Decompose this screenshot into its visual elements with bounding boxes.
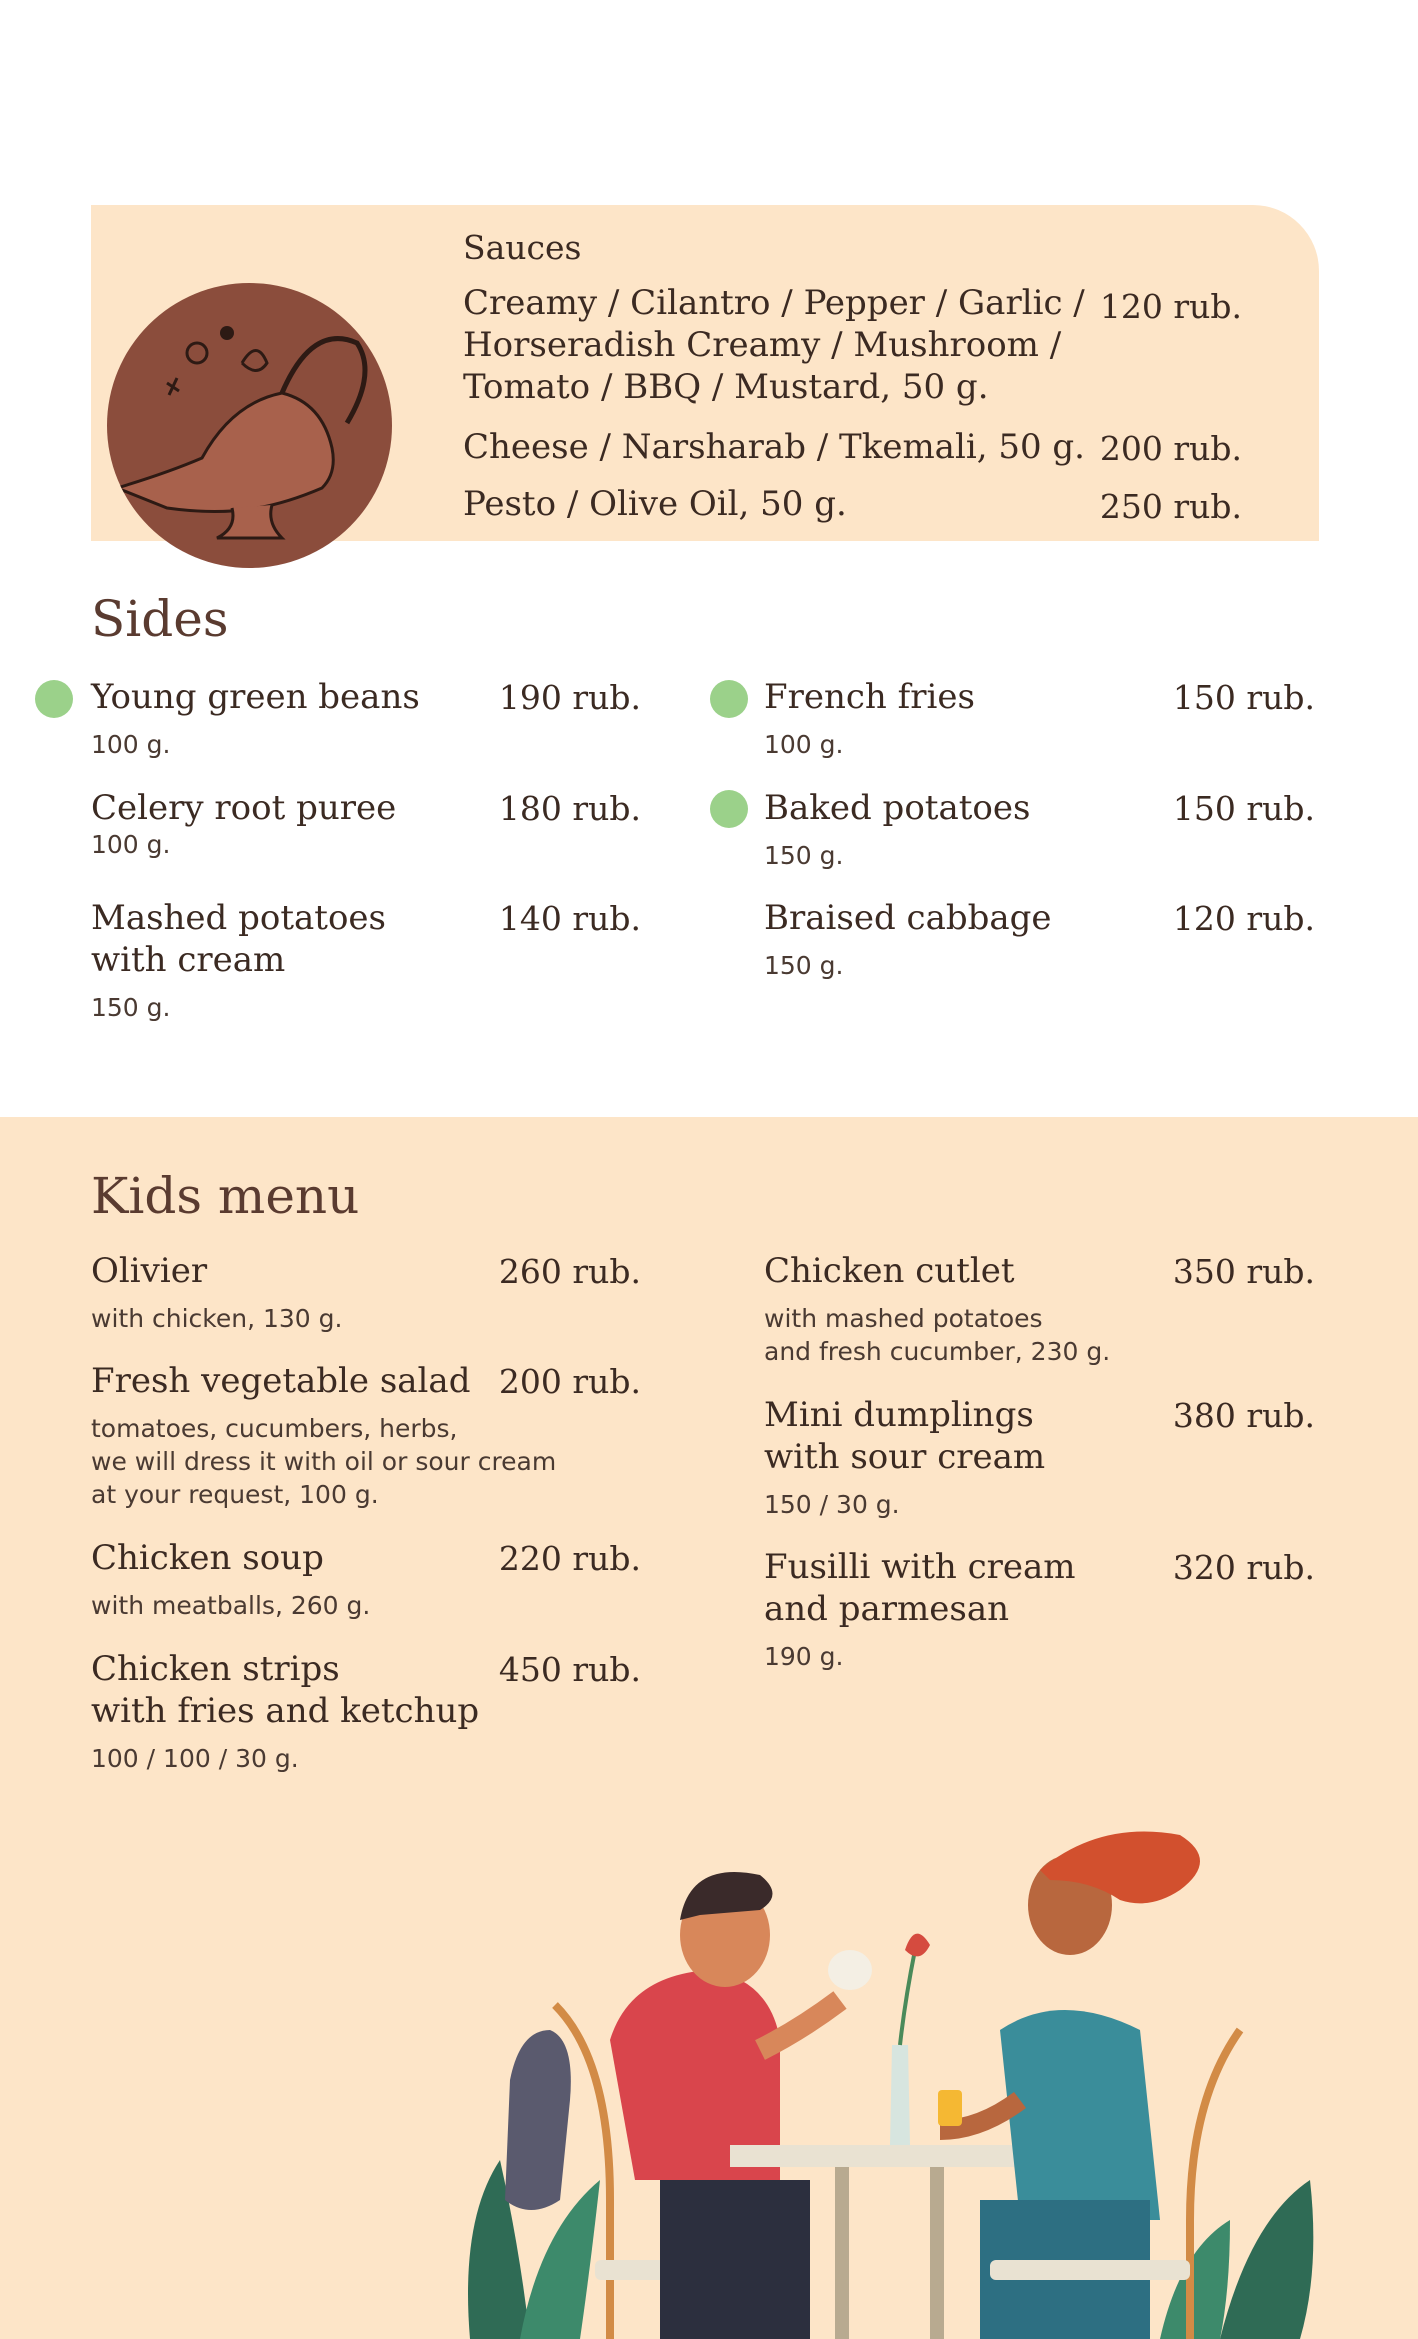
gravy-boat-icon [107, 283, 392, 568]
side-name: Young green beans [91, 677, 420, 717]
side-price: 190 rub. [498, 678, 641, 717]
kids-price: 380 rub. [1172, 1396, 1315, 1435]
sauce-name-line: Cheese / Narsharab / Tkemali, 50 g. [463, 427, 1085, 467]
sauce-name-line: Tomato / BBQ / Mustard, 50 g. [463, 367, 989, 407]
sauce-price: 120 rub. [1099, 287, 1242, 326]
side-desc: 150 g. [91, 993, 171, 1022]
side-name: Celery root puree [91, 788, 397, 828]
kids-desc [764, 1488, 900, 1521]
kids-price: 350 rub. [1172, 1252, 1315, 1291]
sauce-name-line: Pesto / Olive Oil, 50 g. [463, 484, 847, 524]
sauces-title: Sauces [463, 228, 582, 267]
side-desc: 150 g. [764, 951, 844, 980]
side-name-line2: with cream [91, 940, 286, 980]
kids-desc-line: with meatballs, 260 g. [91, 1591, 371, 1620]
kids-name: Fresh vegetable salad [91, 1361, 471, 1401]
leaf-icon [710, 680, 748, 718]
kids-desc-line: we will dress it with oil or sour cream [91, 1447, 557, 1476]
kids-desc-line: 190 g. [764, 1642, 844, 1671]
side-name: Mashed potatoes [91, 898, 386, 938]
sauce-price: 200 rub. [1099, 429, 1242, 468]
side-price: 150 rub. [1172, 789, 1315, 828]
kids-desc-line: with chicken, 130 g. [91, 1304, 343, 1333]
kids-name-line2: with sour cream [764, 1437, 1046, 1477]
kids-price: 320 rub. [1172, 1548, 1315, 1587]
sauce-name-line: Creamy / Cilantro / Pepper / Garlic / [463, 283, 1085, 323]
kids-desc [91, 1302, 342, 1335]
side-desc: 100 g. [91, 730, 171, 759]
kids-name-line2: with fries and ketchup [91, 1691, 480, 1731]
kids-price: 200 rub. [498, 1362, 641, 1401]
kids-name: Mini dumplings [764, 1395, 1034, 1435]
kids-desc-line: and fresh cucumber, 230 g. [764, 1337, 1111, 1366]
side-name: French fries [764, 677, 975, 717]
kids-name-line2: and parmesan [764, 1589, 1010, 1629]
side-name: Baked potatoes [764, 788, 1031, 828]
sauce-item [463, 282, 1085, 408]
kids-desc [91, 1742, 299, 1775]
kids-name: Olivier [91, 1251, 208, 1291]
kids-desc [764, 1302, 1110, 1368]
kids-desc-line: at your request, 100 g. [91, 1480, 379, 1509]
side-desc: 100 g. [764, 730, 844, 759]
kids-desc-line: 150 / 30 g. [764, 1490, 900, 1519]
sauce-item [463, 483, 847, 525]
kids-desc [91, 1412, 556, 1511]
sides-title: Sides [91, 590, 229, 648]
sauce-item [463, 426, 1085, 468]
kids-desc [764, 1640, 843, 1673]
kids-desc [91, 1589, 370, 1622]
kids-price: 450 rub. [498, 1650, 641, 1689]
couple-at-cafe-illustration [460, 1800, 1330, 2339]
leaf-icon [35, 680, 73, 718]
kids-desc-line: tomatoes, cucumbers, herbs, [91, 1414, 458, 1443]
kids-price: 260 rub. [498, 1252, 641, 1291]
sauce-price: 250 rub. [1099, 487, 1242, 526]
side-price: 120 rub. [1172, 899, 1315, 938]
leaf-icon [710, 790, 748, 828]
kids-name: Chicken cutlet [764, 1251, 1015, 1291]
kids-desc-line: 100 / 100 / 30 g. [91, 1744, 299, 1773]
kids-name: Chicken soup [91, 1538, 324, 1578]
sauce-name-line: Horseradish Creamy / Mushroom / [463, 325, 1062, 365]
side-name: Braised cabbage [764, 898, 1052, 938]
kids-title: Kids menu [91, 1167, 360, 1225]
kids-desc-line: with mashed potatoes [764, 1304, 1043, 1333]
side-desc: 150 g. [764, 841, 844, 870]
kids-price: 220 rub. [498, 1539, 641, 1578]
kids-name: Fusilli with cream [764, 1547, 1076, 1587]
side-price: 150 rub. [1172, 678, 1315, 717]
side-price: 140 rub. [498, 899, 641, 938]
side-price: 180 rub. [498, 789, 641, 828]
side-desc: 100 g. [91, 830, 171, 859]
kids-name: Chicken strips [91, 1649, 340, 1689]
